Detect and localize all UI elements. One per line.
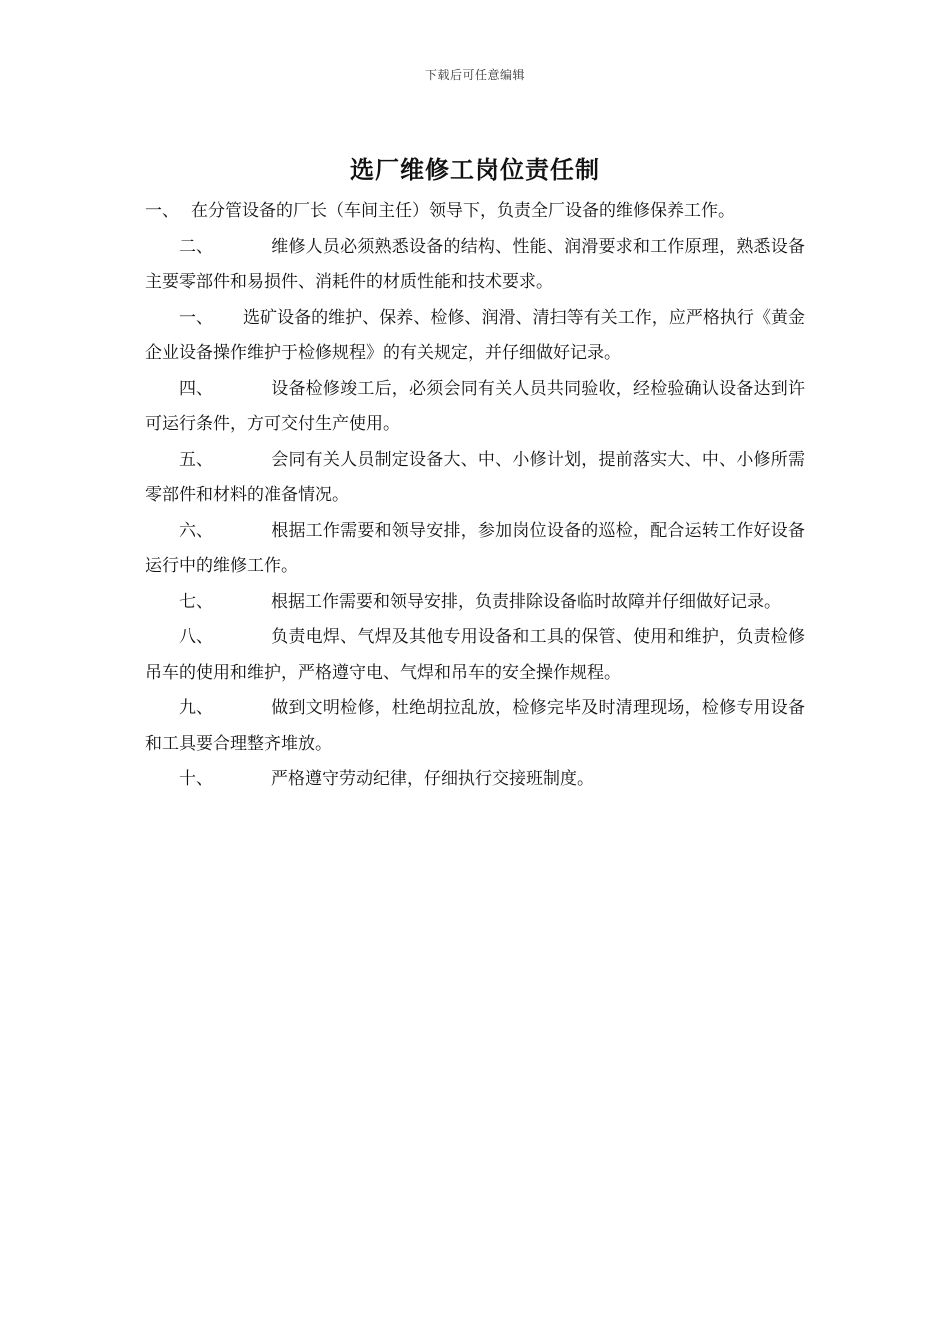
item-number: 一、 [179,307,213,328]
item-number: 八、 [179,627,213,647]
document-title: 选厂维修工岗位责任制 [350,155,600,184]
item-text: 负责电焊、气焊及其他专用设备和工具的保管、使用和维护，负责检修吊车的使用和维护，严格遵守电、气焊和吊车的安全操作规程。 [145,627,805,683]
list-item [145,585,805,621]
item-number: 五、 [179,449,213,470]
item-number: 一、 [145,201,179,221]
list-item [145,372,805,443]
list-item [145,514,805,585]
list-item [145,301,805,372]
header-note: 下载后可任意编辑 [424,68,525,82]
document-body [145,194,805,798]
list-item [145,620,805,691]
item-text: 维修人员必须熟悉设备的结构、性能、润滑要求和工作原理，熟悉设备主要零部件和易损件、消耗件的材质性能和技术要求。 [145,236,805,292]
item-text: 根据工作需要和领导安排，参加岗位设备的巡检，配合运转工作好设备运行中的维修工作。 [145,520,805,576]
list-item [145,194,805,230]
item-text: 严格遵守劳动纪律，仔细执行交接班制度。 [271,769,594,789]
item-number: 七、 [179,591,213,612]
list-item [145,691,805,762]
item-number: 四、 [179,378,213,399]
list-item [145,443,805,514]
list-item [145,762,805,798]
item-text: 在分管设备的厂长（车间主任）领导下，负责全厂设备的维修保养工作。 [191,201,735,221]
item-number: 六、 [179,520,213,541]
item-text: 根据工作需要和领导安排，负责排除设备临时故障并仔细做好记录。 [271,591,781,612]
item-text: 会同有关人员制定设备大、中、小修计划，提前落实大、中、小修所需零部件和材料的准备情况。 [145,449,805,505]
item-number: 九、 [179,698,213,718]
item-text: 选矿设备的维护、保养、检修、润滑、清扫等有关工作，应严格执行《黄金企业设备操作维护于检修规程》的有关规定，并仔细做好记录。 [145,307,805,363]
item-text: 做到文明检修，杜绝胡拉乱放，检修完毕及时清理现场，检修专用设备和工具要合理整齐堆放。 [145,698,805,754]
item-text: 设备检修竣工后，必须会同有关人员共同验收，经检验确认设备达到许可运行条件，方可交付生产使用。 [145,378,805,434]
item-number: 十、 [179,769,213,789]
item-number: 二、 [179,236,213,257]
list-item [145,230,805,301]
